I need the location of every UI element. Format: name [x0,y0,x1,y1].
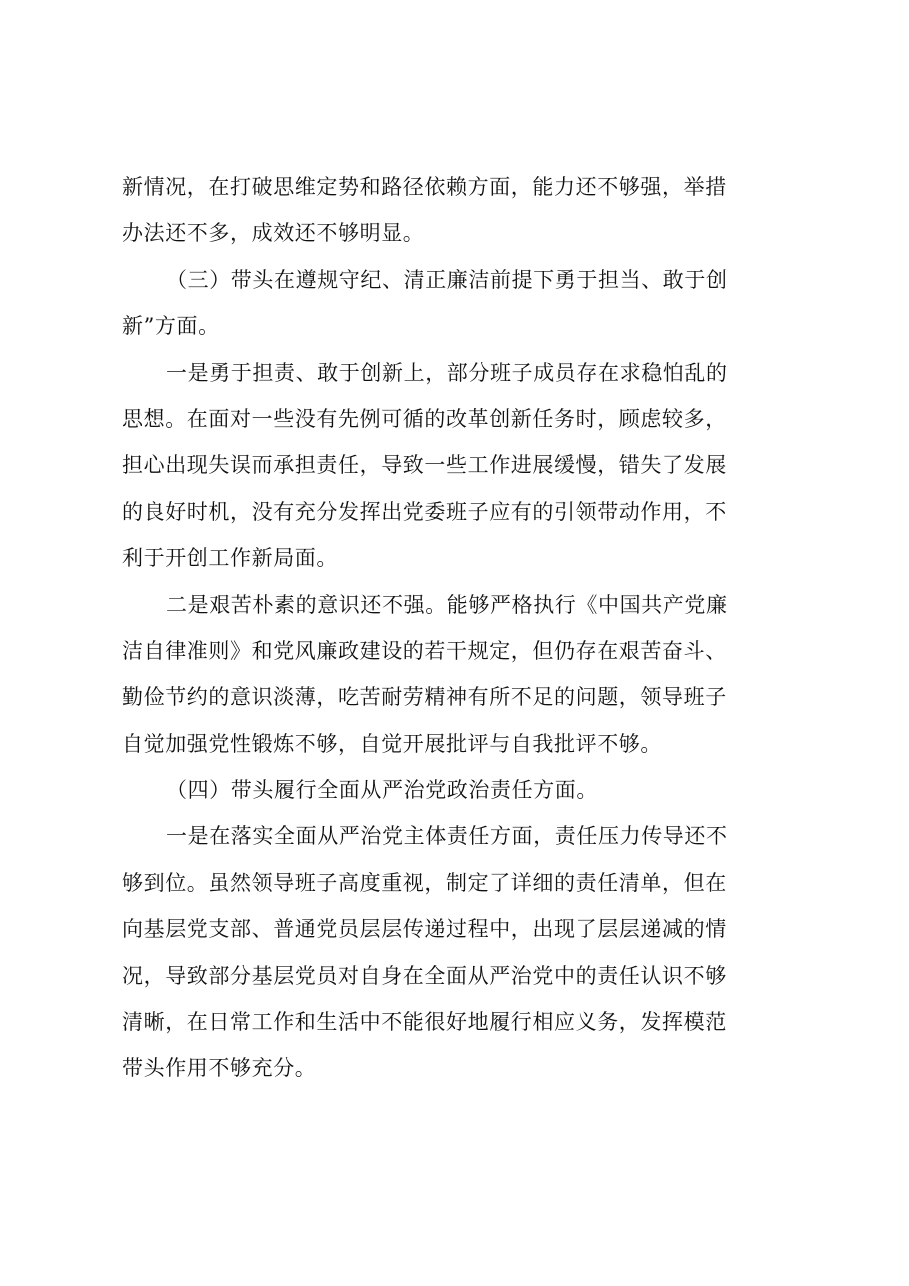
text-line: 洁自律准则》和党风廉政建设的若干规定，但仍存在艰苦奋斗、 [122,638,727,663]
text-line: 向基层党支部、普通党员层层传递过程中，出现了层层递减的情 [122,917,727,942]
paragraph-section-3-heading [122,257,790,350]
paragraph-section-3-point-2 [122,582,790,768]
text-line: 新”方面。 [122,314,220,339]
paragraph-intro-continuation [122,164,790,257]
text-line: 一是勇于担责、敢于创新上，部分班子成员存在求稳怕乱的 [166,360,728,385]
text-line: 思想。在面对一些没有先例可循的改革创新任务时，顾虑较多， [122,406,727,431]
text-line: （四）带头履行全面从严治党政治责任方面。 [166,778,598,803]
paragraph-section-3-point-1 [122,350,790,582]
text-line: 自觉加强党性锻炼不够，自觉开展批评与自我批评不够。 [122,731,662,756]
text-line: 利于开创工作新局面。 [122,546,338,571]
text-line: 一是在落实全面从严治党主体责任方面，责任压力传导还不 [166,824,728,849]
text-line: 担心出现失误而承担责任，导致一些工作进展缓慢，错失了发展 [122,453,727,478]
text-line: 够到位。虽然领导班子高度重视，制定了详细的责任清单，但在 [122,870,727,895]
text-line: 清晰，在日常工作和生活中不能很好地履行相应义务，发挥模范 [122,1010,727,1035]
document-body [122,164,790,1092]
text-line: 况，导致部分基层党员对自身在全面从严治党中的责任认识不够 [122,963,727,988]
text-line: 勤俭节约的意识淡薄，吃苦耐劳精神有所不足的问题，领导班子 [122,685,727,710]
text-line: 新情况，在打破思维定势和路径依赖方面，能力还不够强，举措 [122,175,727,199]
text-line: 带头作用不够充分。 [122,1056,317,1081]
text-line: 办法还不多，成效还不够明显。 [122,221,425,246]
paragraph-section-4-point-1 [122,813,790,1091]
text-line: 二是艰苦朴素的意识还不强。能够严格执行《中国共产党廉 [166,592,728,617]
text-line: （三）带头在遵规守纪、清正廉洁前提下勇于担当、敢于创 [166,267,728,292]
text-line: 的良好时机，没有充分发挥出党委班子应有的引领带动作用，不 [122,499,727,524]
paragraph-section-4-heading [122,767,790,813]
